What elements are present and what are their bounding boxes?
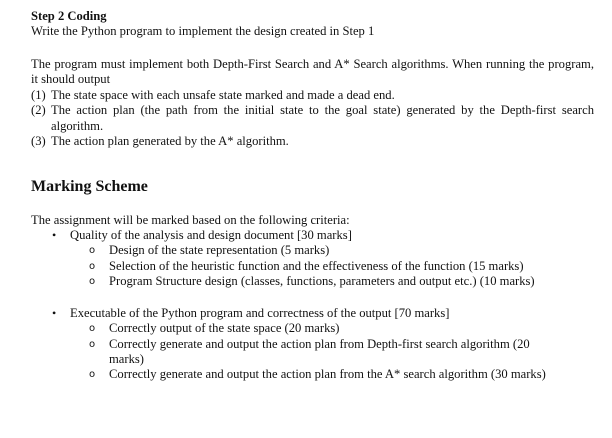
criterion-subitem bbox=[89, 259, 592, 274]
criterion-subitem bbox=[89, 367, 592, 382]
bullet-icon: • bbox=[52, 306, 57, 320]
requirement-text: The action plan generated by the A* algorithm. bbox=[51, 133, 289, 148]
criterion-subitem-text: Correctly generate and output the action plan from the A* search algorithm (30 marks) bbox=[109, 367, 546, 382]
marking-scheme-heading: Marking Scheme bbox=[31, 178, 148, 195]
circle-bullet-icon: o bbox=[89, 338, 96, 350]
criterion-subitem bbox=[89, 243, 592, 258]
criterion-subitem-text: Program Structure design (classes, functions, parameters and output etc.) (10 marks) bbox=[109, 273, 535, 288]
criterion-subitem-text: Correctly output of the state space (20 marks) bbox=[109, 321, 340, 336]
criterion-block bbox=[52, 228, 592, 289]
requirement-item bbox=[31, 103, 594, 134]
requirement-number: (3) bbox=[31, 133, 46, 148]
criterion-subitem bbox=[89, 321, 592, 336]
criterion-line bbox=[52, 228, 592, 243]
criterion-subitem bbox=[89, 274, 592, 289]
circle-bullet-icon: o bbox=[89, 275, 96, 287]
criterion-sublist bbox=[89, 321, 592, 382]
requirement-text: The state space with each unsafe state marked and made a dead end. bbox=[51, 88, 395, 102]
requirement-text: The action plan (the path from the initial state to the goal state) generated by the Depth-first search algorithm. bbox=[51, 103, 594, 133]
criterion-subitem bbox=[89, 337, 592, 368]
criterion-block bbox=[52, 306, 592, 382]
criterion-label: Quality of the analysis and design document [30 marks] bbox=[70, 228, 352, 242]
criterion-subitem-text: Correctly generate and output the action plan from Depth-first search algorithm (20 marks) bbox=[109, 336, 530, 366]
criterion-subitem-text: Design of the state representation (5 marks) bbox=[109, 243, 330, 258]
requirement-number: (1) bbox=[31, 88, 46, 102]
requirements-paragraph: The program must implement both Depth-First Search and A* Search algorithms. When running the program, it should output bbox=[31, 57, 594, 87]
requirement-item bbox=[31, 134, 594, 149]
circle-bullet-icon: o bbox=[89, 245, 96, 257]
bullet-icon: • bbox=[52, 228, 57, 242]
circle-bullet-icon: o bbox=[89, 260, 96, 272]
criterion-subitem-text: Selection of the heuristic function and the effectiveness of the function (15 marks) bbox=[109, 258, 524, 273]
marking-scheme-intro: The assignment will be marked based on the following criteria: bbox=[31, 213, 350, 227]
requirements-list bbox=[31, 88, 594, 149]
criterion-label: Executable of the Python program and correctness of the output [70 marks] bbox=[70, 306, 450, 320]
step-title: Step 2 Coding bbox=[31, 9, 107, 23]
circle-bullet-icon: o bbox=[89, 323, 96, 335]
requirement-item bbox=[31, 88, 594, 103]
circle-bullet-icon: o bbox=[89, 369, 96, 381]
requirement-number: (2) bbox=[31, 103, 46, 118]
step-intro: Write the Python program to implement the design created in Step 1 bbox=[31, 24, 375, 38]
criterion-line bbox=[52, 306, 592, 321]
criterion-sublist bbox=[89, 243, 592, 289]
